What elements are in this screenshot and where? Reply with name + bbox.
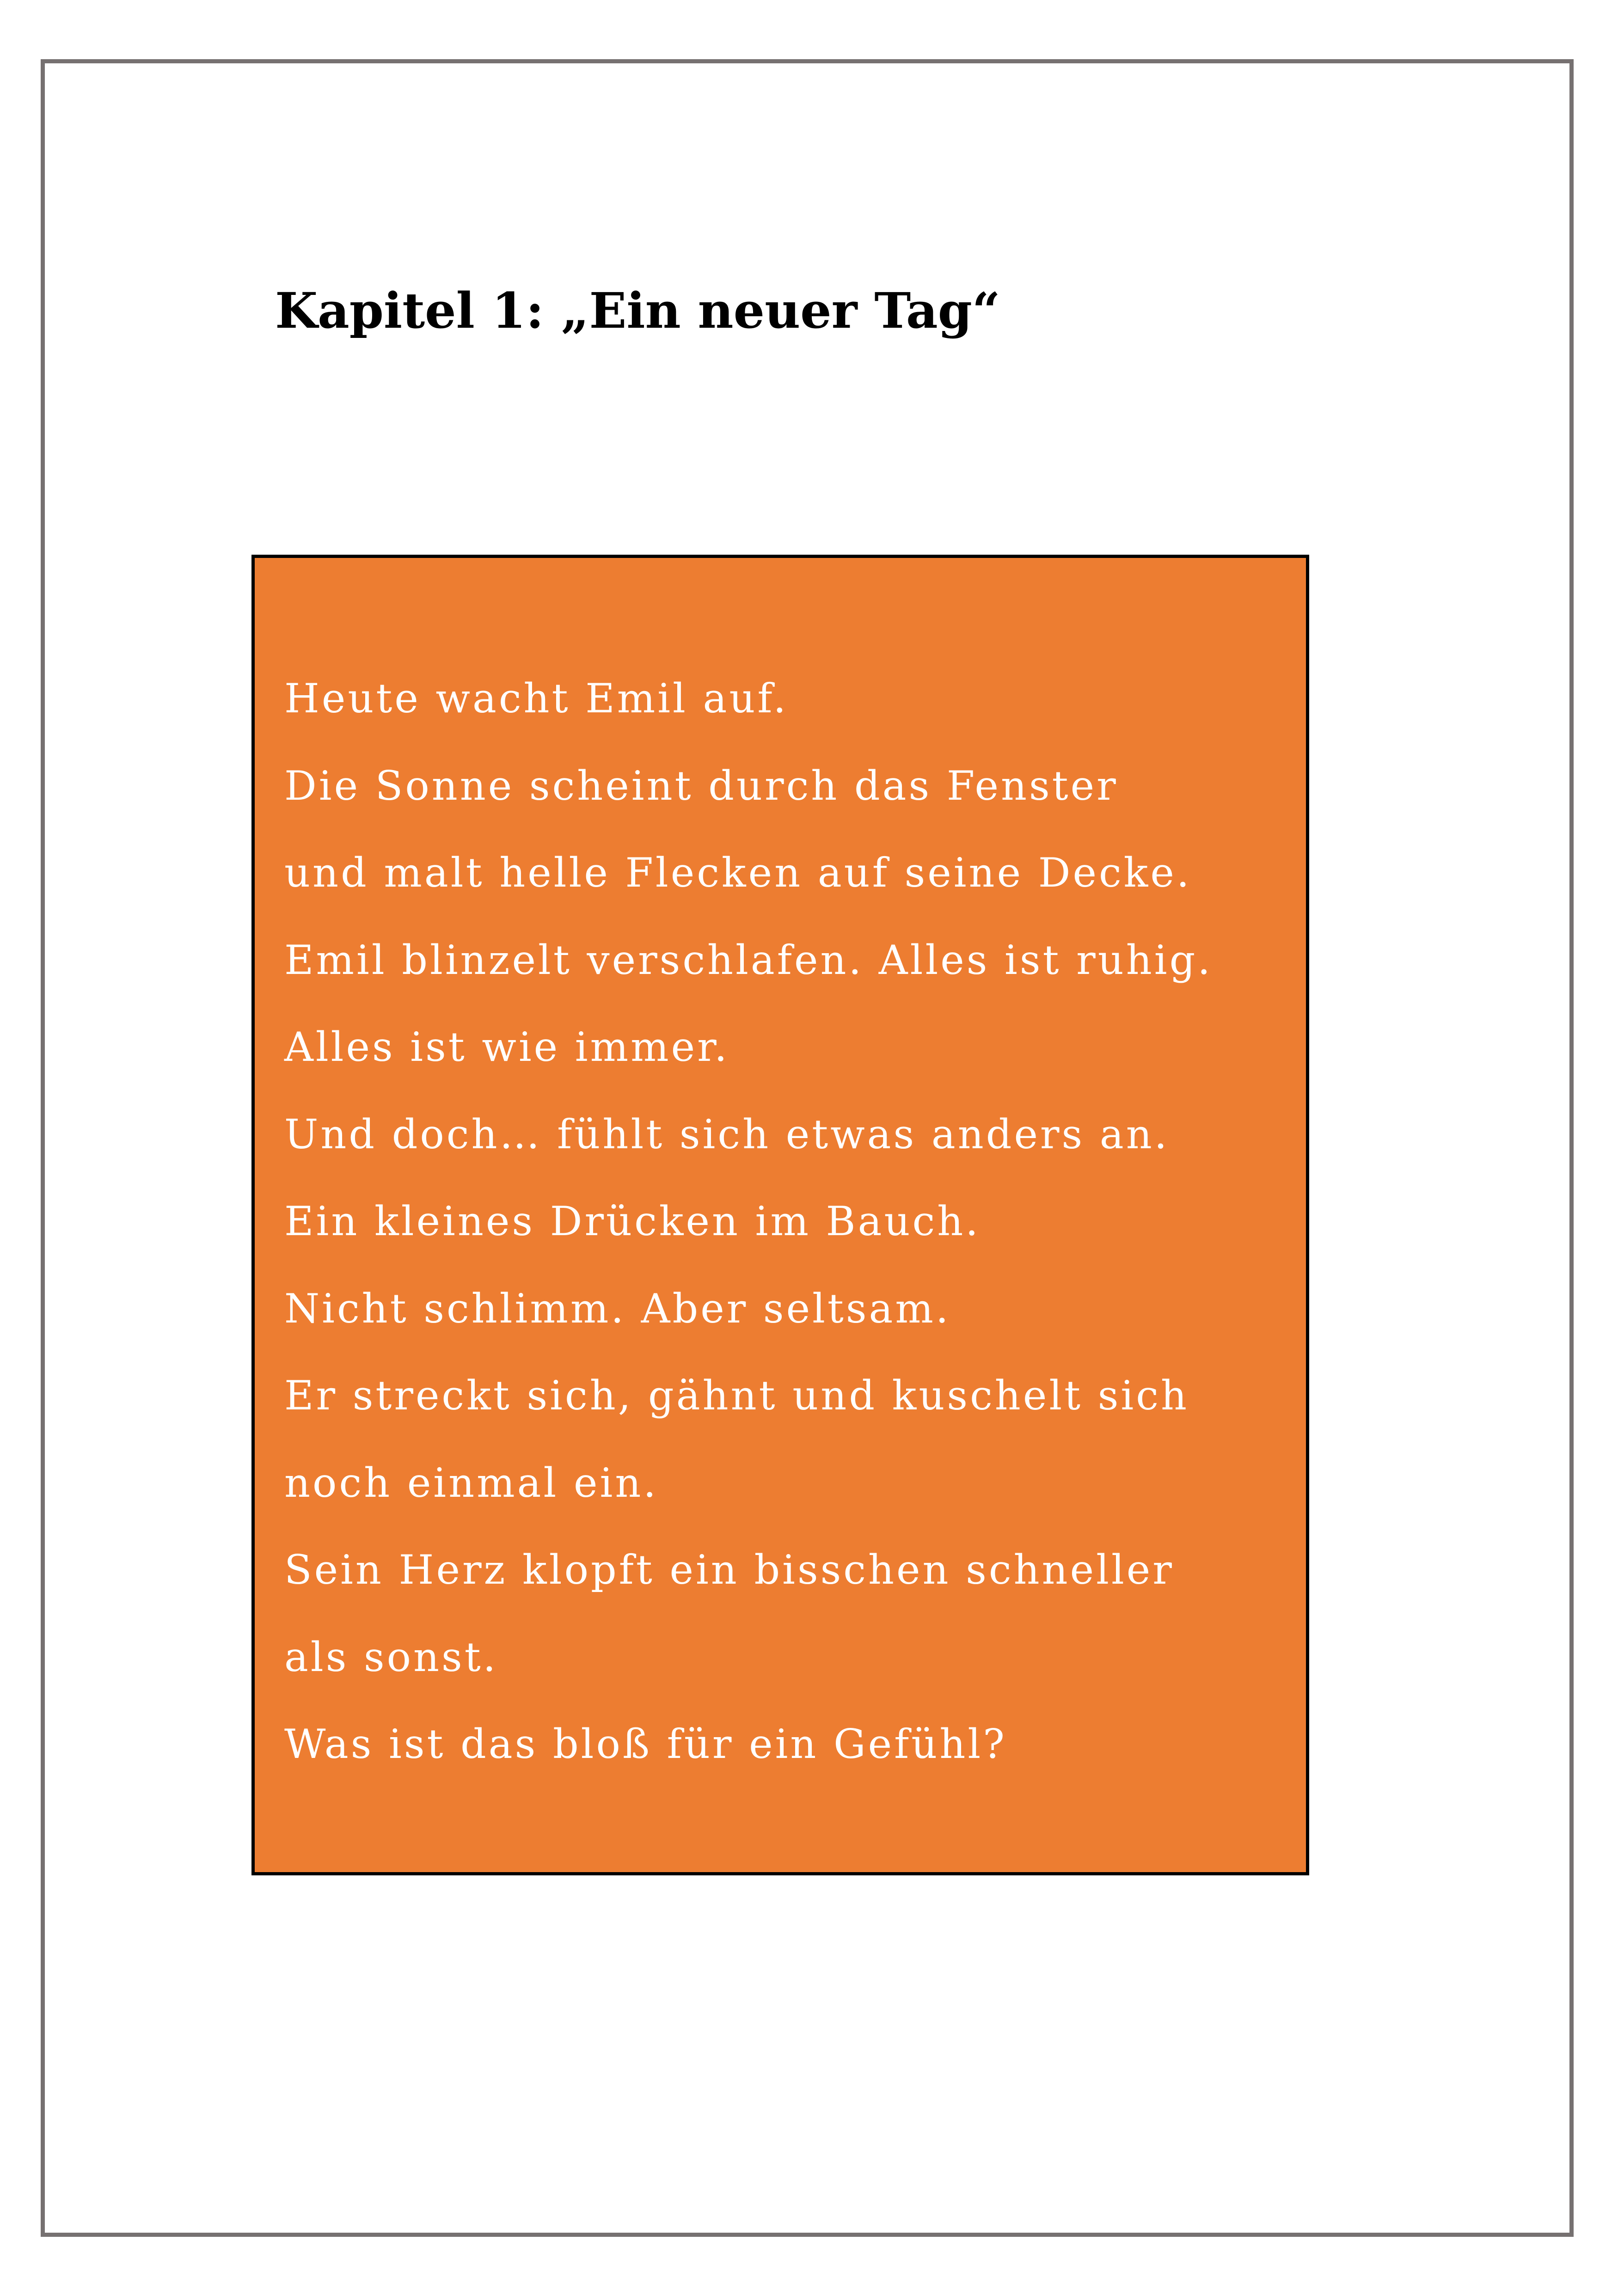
story-line: Was ist das bloß für ein Gefühl? [284, 1720, 1007, 1768]
story-line: Die Sonne scheint durch das Fenster [284, 762, 1118, 809]
story-line: Und doch… fühlt sich etwas anders an. [284, 1110, 1170, 1158]
story-line: noch einmal ein. [284, 1459, 659, 1506]
story-line: Nicht schlimm. Aber seltsam. [284, 1285, 951, 1332]
story-line: Emil blinzelt verschlafen. Alles ist ruhig. [284, 936, 1213, 984]
story-line: Heute wacht Emil auf. [284, 675, 789, 722]
story-line: Sein Herz klopft ein bisschen schneller [284, 1546, 1174, 1593]
story-line: Er streckt sich, gähnt und kuschelt sich [284, 1372, 1189, 1419]
chapter-title: Kapitel 1: „Ein neuer Tag“ [275, 282, 1000, 339]
story-line: Ein kleines Drücken im Bauch. [284, 1198, 981, 1245]
story-line: und malt helle Flecken auf seine Decke. [284, 849, 1192, 896]
story-text-box [251, 555, 1309, 1875]
story-lines [284, 655, 1213, 1788]
story-line: als sonst. [284, 1633, 498, 1681]
story-line: Alles ist wie immer. [284, 1023, 729, 1071]
